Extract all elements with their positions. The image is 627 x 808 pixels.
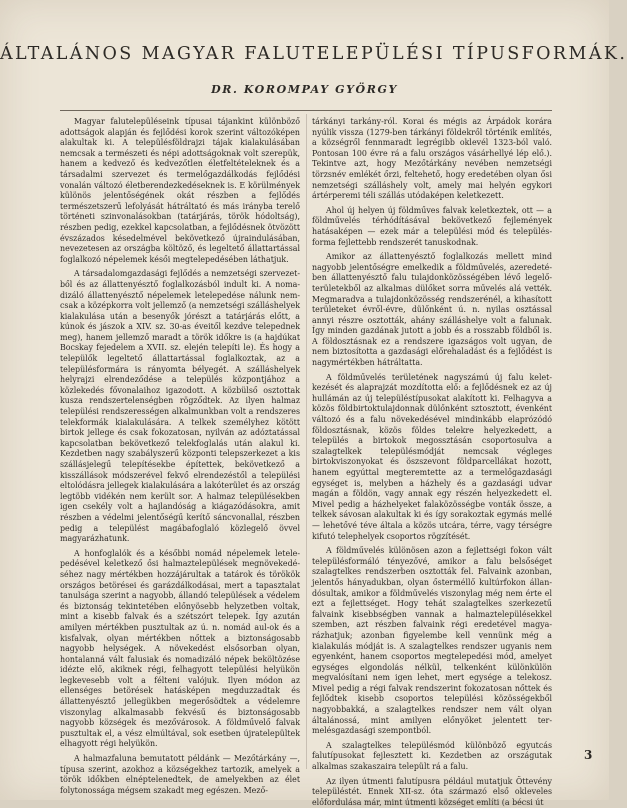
paragraph: A halmazfaluna bemutatott példánk — Mezőtárkány —, típusa szerint, azokhoz a községekhez tartozik, amelyek a török időkben elnéptelenedtek, de amelyekben az élet folytonossága mégsem szakadt meg egészen. Mező- (60, 754, 300, 795)
paragraph: A honfoglalók és a későbbi nomád népelemek letelepedésével keletkező ősi halmaztelepülések megnövekedéséhez nagy mértékben hozzájárultak a tatárok és törökök országos betörései és garázdálkodásai, mert a tapasztalat tanulsága szerint a nagyobb, állandó települések a védelem és biztonság tekintetében előnyösebb helyzetben voltak, mint a kisebb falvak és a szétszórt telepek. Így azután amilyen mértékben pusztultak az ú. n. nomád aul-ok és a kisfalvak, olyan mértékben nőttek a biztonságosabb nagyobb helységek. A növekedést elsősorban olyan, hontalanná vált falusiak és nomadizáló népek beköltözése idézte elő, akiknek régi, felhagyott települési helyükön legkevesebb volt a félteni valójuk. Ilyen módon az ellenséges betörések hatásképen megduzzadtak és állattenyésztő jellegükben megerősödtek a védelemre viszonylag alkalmasabb fekvésű és biztonságosabb nagyobb községek és mezővárosok. A földművelő falvak pusztultak el, a vész elmúltával, sok esetben újratelepültek elhagyott régi helyükön. (60, 548, 300, 749)
paragraph: A társadalomgazdasági fejlődés a nemzetségi szervezetből és az állattenyésztő foglalkozásból indult ki. A nomadizáló állattenyésztő népelemek letelepedése nálunk nemcsak a középkorra volt jellemző (a nemzetségi szálláshelyek kialakulása után a besenyők jórészt a tatárjárás előtt, a kúnok és jászok a XIV. sz. 30-as éveitől kezdve telepednek meg), hanem jellemző maradt a török időkre is (a hajdúkat Bocskay fejedelem a XVII. sz. elején telepíti le). És hogy a települők legeltető állattartással foglalkoztak, az a településformára is rányomta bélyegét. A szálláshelyek helyrajzi elrendeződése a település központjához a közlekedés fővonalaihoz igazodott. A közbülső osztottak kusza rendszertelenségben rögződtek. Az ilyen halmaz települési rendszerességen alkalmunkban volt a rendszeres telekformák kialakulására. A telkek személyhez kötött birtok jellege és csak fokozatosan, nyilván az adóztatással kapcsolatban bekövetkező telekfoglalás után alakul ki. Kezdetben nagy szabályszerű központi telepszerkezet a kis szállásjelegű telepítésekbe építettek, bekövetkező a kisszállások módszerével fekvő elrendezéstől a települési eltolódásra jellegek kialakulására a lakóterület és az ország legtöbb vidékén nem került sor. A halmaz településekben igen csekély volt a hajlandóság a kiágazódásokra, amit részben a védelmi jelentőségű kerítő sáncvonallal, részben pedig a települést magábafoglaló közlegelő övvel magyarázhatunk. (60, 269, 300, 544)
paragraph: A szalagtelkes településmód különböző egyutcás falutípusokat fejlesztett ki. Kezdetben az országutak alkalmas szakaszaira települt rá a falu. (312, 740, 552, 772)
paragraph: Az ilyen útmenti falutípusra például mutatjuk Öttevény településtét. Ennek XII-sz. óta származó első okleveles előfordulása már, mint útmenti községet említi (a bécsi út (312, 776, 552, 807)
header-rule (60, 110, 552, 111)
paragraph: Ahol új helyen új földműves falvak keletkeztek, ott — a földművelés térhódításával bekövetkező fejlemények hatásaképen — ezek már a települési mód és településforma fejlettebb rendszerét tanuskodnak. (312, 205, 552, 247)
column-divider (306, 114, 307, 769)
paragraph: tárkányi tarkány-ról. Korai és mégis az Árpádok korára nyúlik vissza (1279-ben tárkányi földekről történik említés, a községről fennmaradt legrégibb oklevél 1323-ból való. Pontosan 100 évre rá a falu országos vásárhellyé lép elő.). Tekintve azt, hogy Mezőtárkány nevében nemzetségi törzsnév emlékét őrzi, feltehető, hogy eredetében olyan ősi nemzetségi szálláshely volt, amely mai helyén egykori ártérperemi téli szállás utódaképen keletkezett. (312, 117, 552, 201)
article-author: DR. KOROMPAY GYÖRGY (211, 83, 398, 96)
article-title: ÁLTALÁNOS MAGYAR FALUTELEPÜLÉSI TÍPUSFORMÁK. (0, 44, 627, 64)
page-number: 3 (584, 748, 593, 762)
paragraph: Amikor az állattenyésztő foglalkozás mellett mind nagyobb jelentőségre emelkedik a földművelés, azeredetében állattenyésztő falu tulajdonközösségében lévő legelőterületekből az alkalmas dülőket sorra művelés alá vették. Megmaradva a tulajdonközösség rendszerénél, a kihasított területeket évről-évre, dülőnként ú. n. nyilas osztással annyi részre osztották, ahány szálláshelye volt a falunak. Így minden gazdának jutott a jobb és a rosszabb földből is. A földosztásnak ez a rendszere igazságos volt ugyan, de nem biztosította a gazdasági előrehaladást és a fejlődést is nagymértékben hátráltatta. (312, 252, 552, 368)
paragraph: A földművelés különösen azon a fejlettségi fokon vált településformáló tényezővé, amikor a falu belsőséget szalagtelkes rendszerben osztották fel. Falvaink azonban, jelentős hányadukban, olyan ősterméllő kultúrfokon állandósultak, amikor a földművelés viszonylag még nem érte el ezt a fejlettséget. Hogy tehát szalagtelkes szerkezetű falvaink kisebbségben vannak a halmaztelepülésekkel szemben, azt részben falvaink régi eredetével magyarázhatjuk; azonban figyelembe kell vennünk még a kialakulás módját is. A szalagtelkes rendszer ugyanis nem egyenként, hanem csoportos megtelepedési mód, amelyet egységes elgondolás nélkül, telkenként különkülön megvalósítani nem igen lehet, mert egysége a telekosz. Mivel pedig a régi falvak rendszerint fokozatosan nőttek és fejlődtek kisebb csoportos települési közösségekből nagyobbakká, a szalagtelkes rendszer nem vált olyan általánossá, mint amilyen előnyöket jelentett termelésgazdasági szempontból. (312, 546, 552, 736)
paragraph: Magyar falutelepüléseink típusai tájankint különböző adottságok alapján és fejlődési korok szerint változóképen alakultak ki. A településföldrajzi tájak kialakulásában nemcsak a természeti és népi adottságoknak volt szerepük, hanem a kedvező és kedvezőtlen életfeltételeknek és a társadalmi szervezet és termelőgazdálkodás fejlődési vonalán változó életberendezkedéseknek is. E körülmények különös jelentőségének okát részben a fejlődés természetszerű lefolyását hátráltató és más irányba terelő történeti szinvonalásokban (tatárjárás, török hódoltság), részben pedig, ezekkel kapcsolatban, a fejlődésnek ötvözött évszázados késedelmével bekövetkező újraindulásában, nevezetesen az országba költöző, és legeltető állattartással foglalkozó népelemek késői megtelepedésében láthatjuk. (60, 117, 300, 264)
paragraph: A földművelés területének nagyszámú új falu keletkezését és alaprajzát mozdította elő: a fejlődésnek ez az új hullámán az új településtípusokat alakított ki. Felhagyva a közös földbirtoktulajdonnak dülőnként sztosztott, évenként változó és a falu növekedésével mindinkább elaprózódó földosztásnak, közös földes telekre helyezkedett, a település a birtokok megossztásán csoportosulva a szalagtelkek településmódját nemcsak végleges birtokviszonyokat és öszszevont földparcellákat hozott, hanem egyúttal megteremtette az a termelőgazdasági egységet is, melyben a házhely és a gazdasági udvar magán a földön, vagy annak egy részén helyezkedett el. Mivel pedig a házhelyeket falaközösségbe vonták össze, a telkek sávosan alakultak ki és így sorakoztak egymás mellé — lehetővé téve általa a közös utcára, térre, vagy térségre kifutó telephelyek csoportos rögzítését. (312, 372, 552, 541)
right-column (312, 117, 552, 807)
left-column (60, 117, 300, 795)
